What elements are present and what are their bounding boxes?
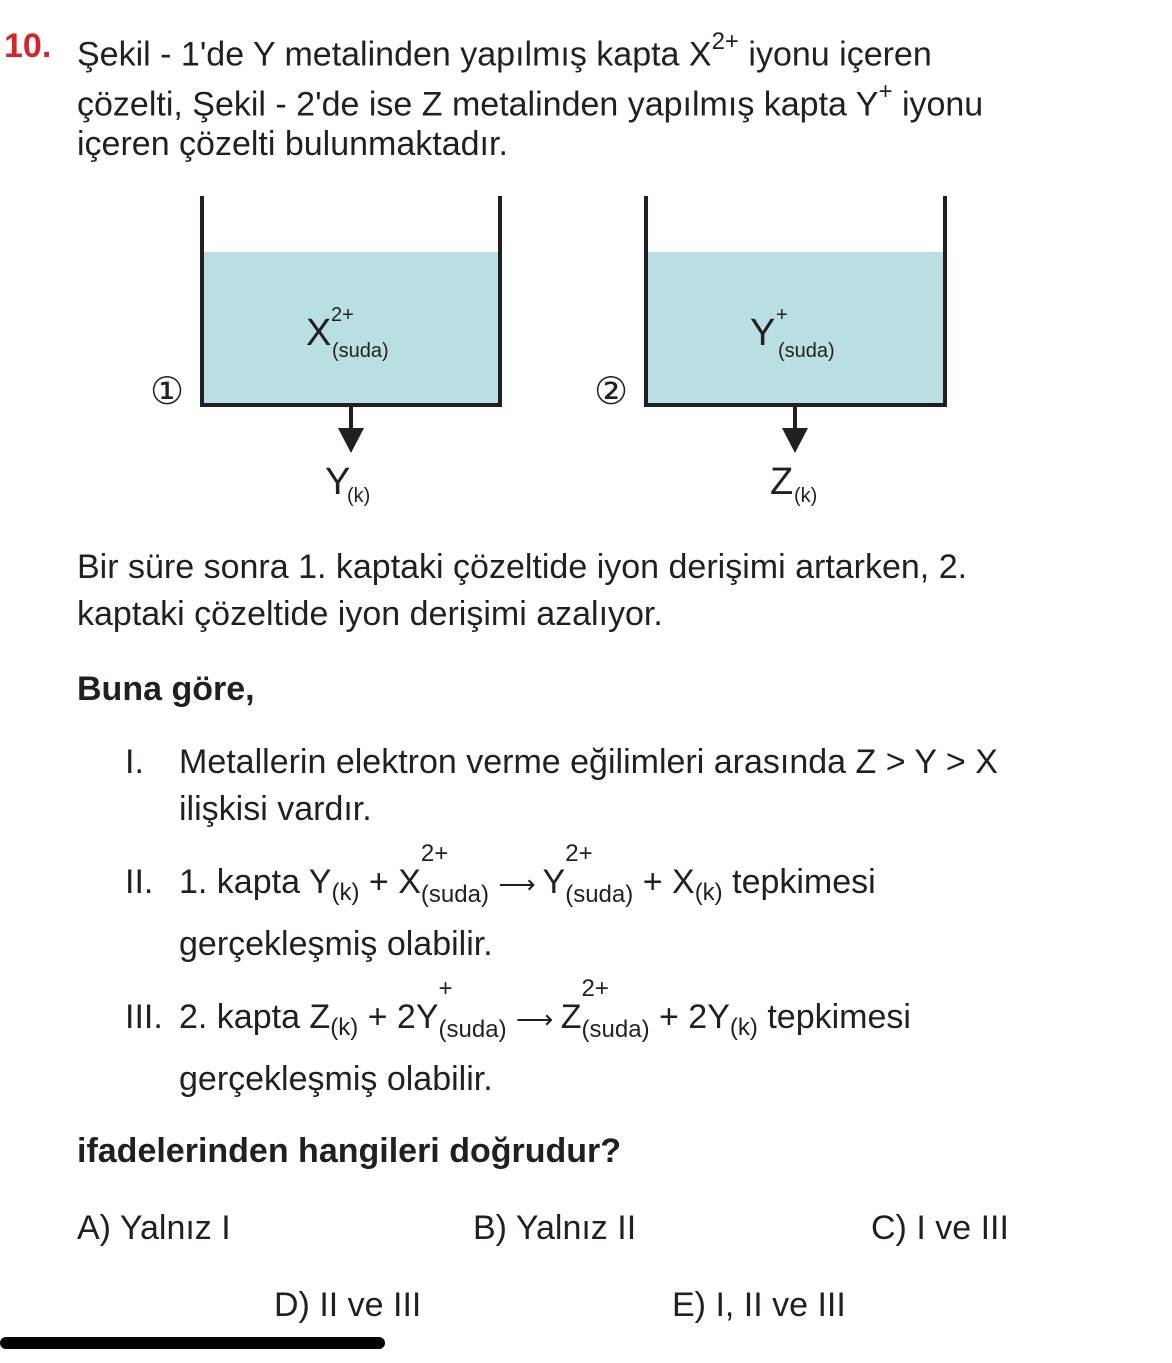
s2-reactant-2-script — [420, 840, 489, 910]
container2-ion: Y — [750, 312, 776, 354]
s3-reactant-2-charge: + — [438, 975, 453, 1002]
statement-3-equation — [179, 975, 911, 1045]
observation-line1: Bir süre sonra 1. kaptaki çözeltide iyon derişimi artarken, 2. — [77, 548, 968, 586]
experiment-figure — [0, 0, 1172, 540]
s2-tail: tepkimesi — [722, 863, 876, 901]
option-a[interactable]: A) Yalnız I — [77, 1209, 231, 1247]
option-d[interactable]: D) II ve III — [274, 1286, 422, 1324]
s3-product-2-state: (k) — [729, 1014, 758, 1041]
option-b[interactable]: B) Yalnız II — [473, 1209, 637, 1247]
s3-reaction-arrow: ⟶ — [516, 1004, 552, 1035]
container2-metal: Z — [770, 461, 794, 503]
s3-product-1-state: (suda) — [581, 1016, 650, 1043]
s3-tail: tepkimesi — [757, 998, 911, 1036]
s2-product-1: Y — [542, 863, 566, 901]
container1-metal-state: (k) — [347, 485, 371, 507]
container1-ion-state: (suda) — [332, 340, 389, 362]
container1-ion: X — [306, 312, 332, 354]
s3-reactant-2-state: (suda) — [438, 1016, 507, 1043]
s3-reactant-2: + 2Y — [358, 998, 439, 1036]
container1-liquid — [204, 252, 500, 405]
s2-product-2-state: (k) — [694, 879, 723, 906]
statement-3-line2: gerçekleşmiş olabilir. — [179, 1060, 493, 1098]
s2-product-1-charge: 2+ — [565, 840, 593, 867]
s2-product-1-script — [565, 840, 634, 910]
s2-product-1-state: (suda) — [565, 881, 634, 908]
s2-product-2: + X — [633, 863, 695, 901]
container1-ion-charge: 2+ — [331, 304, 354, 326]
statement-2-equation — [179, 840, 876, 910]
statement-3-numeral: III. — [125, 998, 163, 1036]
home-indicator-bar[interactable] — [0, 1337, 385, 1349]
intro-sup-2: + — [878, 78, 893, 105]
s2-reactant-2-state: (suda) — [420, 881, 489, 908]
container2-marker: ② — [594, 371, 629, 413]
statement-1-line1: Metallerin elektron verme eğilimleri arasında Z > Y > X — [179, 743, 998, 781]
question-intro-line3: içeren çözelti bulunmaktadır. — [77, 125, 508, 163]
container2-arrow-head — [782, 428, 808, 453]
question-number: 10. — [4, 27, 52, 65]
intro-text-4: iyonu — [901, 85, 984, 124]
question-prompt: ifadelerinden hangileri doğrudur? — [77, 1132, 622, 1170]
option-e[interactable]: E) I, II ve III — [672, 1286, 846, 1324]
intro-text-2: iyonu içeren — [748, 35, 932, 74]
container2-liquid — [648, 252, 944, 405]
statement-2-numeral: II. — [125, 863, 154, 901]
option-c[interactable]: C) I ve III — [871, 1209, 1009, 1247]
statement-1-numeral: I. — [125, 743, 144, 781]
s2-reaction-arrow: ⟶ — [498, 869, 534, 900]
s2-reactant-2: + X — [359, 863, 421, 901]
s3-product-1-script — [581, 975, 650, 1045]
observation-line2: kaptaki çözeltide iyon derişimi azalıyor. — [77, 595, 663, 633]
statement-2-line2: gerçekleşmiş olabilir. — [179, 925, 493, 963]
container2-ion-state: (suda) — [778, 340, 835, 362]
statement-1-line2: ilişkisi vardır. — [179, 790, 372, 828]
intro-sup-1: 2+ — [711, 28, 739, 55]
container2-metal-state: (k) — [794, 485, 818, 507]
intro-text-3: çözelti, Şekil - 2'de ise Z metalinden yapılmış kapta Y — [77, 85, 879, 124]
s2-reactant-2-charge: 2+ — [420, 840, 449, 867]
container1-marker: ① — [150, 371, 185, 413]
s3-product-1: Z — [560, 998, 582, 1036]
s2-reactant-1: 1. kapta Y — [179, 863, 332, 901]
s2-reactant-1-state: (k) — [331, 879, 360, 906]
intro-text-1: Şekil - 1'de Y metalinden yapılmış kapta X — [77, 35, 712, 74]
s3-product-1-charge: 2+ — [581, 975, 609, 1002]
container2-ion-charge: + — [776, 304, 788, 326]
s3-product-2: + 2Y — [649, 998, 730, 1036]
s3-reactant-1-state: (k) — [330, 1014, 359, 1041]
container1-metal: Y — [325, 461, 351, 503]
s3-reactant-2-script — [438, 975, 507, 1045]
container1-arrow-head — [338, 428, 364, 453]
s3-reactant-1: 2. kapta Z — [179, 998, 331, 1036]
lead-text: Buna göre, — [77, 670, 255, 708]
